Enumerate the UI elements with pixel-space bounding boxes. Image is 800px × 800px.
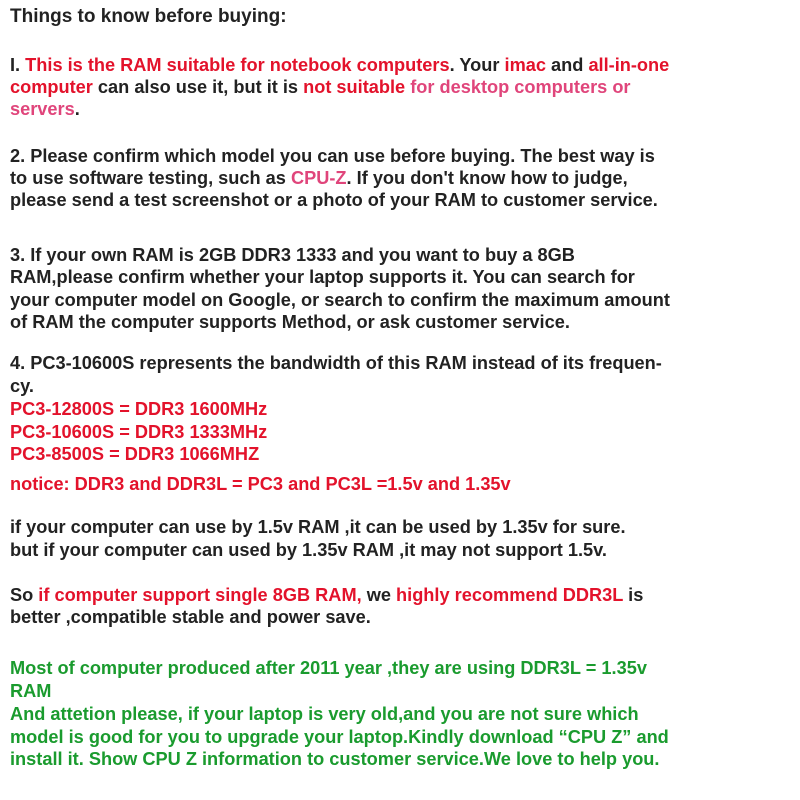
section-3-line-3: your computer model on Google, or search to confirm the maximum amount bbox=[10, 290, 670, 310]
section-1-line-1: I. This is the RAM suitable for notebook computers. Your imac and all-in-one bbox=[10, 55, 670, 75]
section-1-line-3: servers. bbox=[10, 99, 80, 119]
section-3-line-2: RAM,please confirm whether your laptop supports it. You can search for bbox=[10, 267, 635, 287]
section-1-line-2: computer can also use it, but it is not suitable for desktop computers or bbox=[10, 77, 631, 97]
section-2-line-3: please send a test screenshot or a photo of your RAM to customer service. bbox=[10, 190, 658, 210]
section-2-line-2: to use software testing, such as CPU-Z. If you don't know how to judge, bbox=[10, 168, 628, 188]
section-6-line-1: So if computer support single 8GB RAM, we highly recommend DDR3L is bbox=[10, 585, 644, 605]
spec-pc3-8500s: PC3-8500S = DDR3 1066MHZ bbox=[10, 444, 260, 464]
page-title: Things to know before buying: bbox=[10, 6, 287, 27]
section-7-line-4: model is good for you to upgrade your laptop.Kindly download “CPU Z” and bbox=[10, 727, 669, 747]
section-5-line-1: if your computer can use by 1.5v RAM ,it can be used by 1.35v for sure. bbox=[10, 517, 626, 537]
spec-pc3-12800s: PC3-12800S = DDR3 1600MHz bbox=[10, 399, 268, 419]
section-6-line-2: better ,compatible stable and power save. bbox=[10, 607, 371, 627]
section-5-line-2: but if your computer can used by 1.35v RAM ,it may not support 1.5v. bbox=[10, 540, 607, 560]
section-7-line-2: RAM bbox=[10, 681, 52, 701]
section-2-line-1: 2. Please confirm which model you can use before buying. The best way is bbox=[10, 146, 655, 166]
section-3-line-4: of RAM the computer supports Method, or ask customer service. bbox=[10, 312, 570, 332]
section-4-line-2: cy. bbox=[10, 376, 34, 396]
section-4-line-1: 4. PC3-10600S represents the bandwidth of this RAM instead of its frequen- bbox=[10, 353, 662, 373]
section-7-line-3: And attetion please, if your laptop is very old,and you are not sure which bbox=[10, 704, 639, 724]
voltage-notice: notice: DDR3 and DDR3L = PC3 and PC3L =1.5v and 1.35v bbox=[10, 474, 511, 494]
spec-pc3-10600s: PC3-10600S = DDR3 1333MHz bbox=[10, 422, 268, 442]
section-7-line-5: install it. Show CPU Z information to customer service.We love to help you. bbox=[10, 749, 660, 769]
section-3-line-1: 3. If your own RAM is 2GB DDR3 1333 and you want to buy a 8GB bbox=[10, 245, 575, 265]
section-7-line-1: Most of computer produced after 2011 year ,they are using DDR3L = 1.35v bbox=[10, 658, 647, 678]
